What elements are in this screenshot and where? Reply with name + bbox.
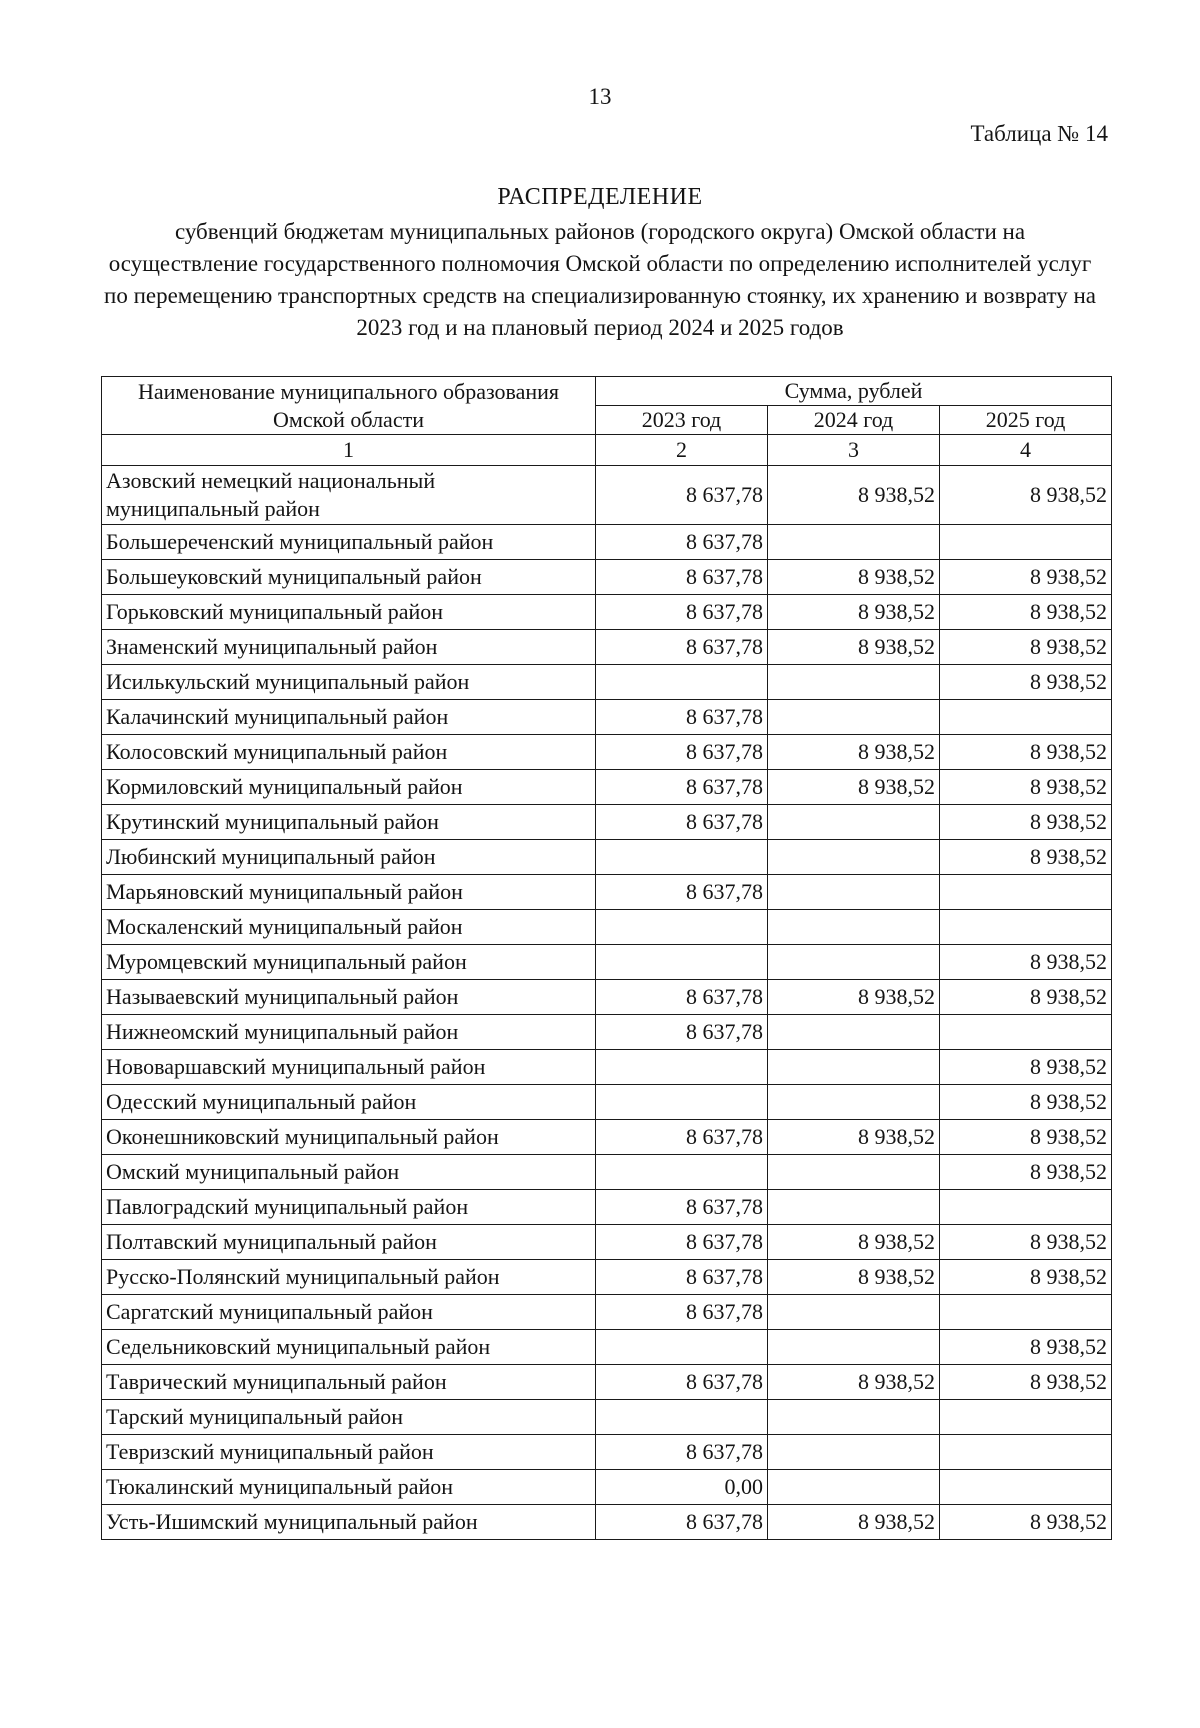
amount-2023-cell: 8 637,78 bbox=[596, 630, 768, 665]
header-year-2024: 2024 год bbox=[768, 406, 940, 435]
amount-2024-cell bbox=[768, 840, 940, 875]
table-row bbox=[102, 1050, 1112, 1085]
amount-2025-cell: 8 938,52 bbox=[940, 1225, 1112, 1260]
table-row bbox=[102, 1120, 1112, 1155]
amount-2025-cell: 8 938,52 bbox=[940, 1155, 1112, 1190]
district-name-cell: Калачинский муниципальный район bbox=[102, 700, 596, 735]
document-subtitle: субвенций бюджетам муниципальных районов (городского округа) Омской области на осуществление государственного полномочия Омской области по определению исполнителей услуг по перемещению транспортных средств на специализированную стоянку, их хранению и возврату на 2023 год и на плановый период 2024 и 2025 годов bbox=[104, 219, 1096, 340]
district-name-cell: Тарский муниципальный район bbox=[102, 1400, 596, 1435]
amount-2023-cell: 8 637,78 bbox=[596, 980, 768, 1015]
amount-2025-cell: 8 938,52 bbox=[940, 630, 1112, 665]
table-row bbox=[102, 980, 1112, 1015]
table-row bbox=[102, 595, 1112, 630]
table-row bbox=[102, 875, 1112, 910]
column-number: 3 bbox=[768, 435, 940, 466]
amount-2024-cell bbox=[768, 1295, 940, 1330]
amount-2024-cell bbox=[768, 665, 940, 700]
amount-2024-cell bbox=[768, 1190, 940, 1225]
amount-2025-cell bbox=[940, 1015, 1112, 1050]
amount-2024-cell bbox=[768, 1155, 940, 1190]
amount-2023-cell bbox=[596, 945, 768, 980]
table-row bbox=[102, 1365, 1112, 1400]
column-number: 2 bbox=[596, 435, 768, 466]
amount-2024-cell bbox=[768, 1085, 940, 1120]
page-number: 13 bbox=[588, 84, 612, 109]
amount-2024-cell bbox=[768, 910, 940, 945]
amount-2023-cell: 8 637,78 bbox=[596, 1225, 768, 1260]
district-name-cell: Тюкалинский муниципальный район bbox=[102, 1470, 596, 1505]
amount-2024-cell bbox=[768, 1435, 940, 1470]
district-name-cell: Любинский муниципальный район bbox=[102, 840, 596, 875]
table-row bbox=[102, 1295, 1112, 1330]
amount-2025-cell: 8 938,52 bbox=[940, 1050, 1112, 1085]
amount-2025-cell: 8 938,52 bbox=[940, 595, 1112, 630]
amount-2023-cell: 8 637,78 bbox=[596, 525, 768, 560]
amount-2024-cell bbox=[768, 875, 940, 910]
amount-2023-cell: 8 637,78 bbox=[596, 1295, 768, 1330]
district-name-cell: Саргатский муниципальный район bbox=[102, 1295, 596, 1330]
amount-2023-cell: 8 637,78 bbox=[596, 466, 768, 525]
district-name-cell: Одесский муниципальный район bbox=[102, 1085, 596, 1120]
column-numbers-row bbox=[102, 435, 1112, 466]
amount-2025-cell bbox=[940, 1295, 1112, 1330]
district-name-cell: Нововаршавский муниципальный район bbox=[102, 1050, 596, 1085]
table-row bbox=[102, 805, 1112, 840]
header-sum-cell: Сумма, рублей bbox=[596, 377, 1112, 406]
district-name-cell: Горьковский муниципальный район bbox=[102, 595, 596, 630]
table-row bbox=[102, 1190, 1112, 1225]
amount-2024-cell bbox=[768, 1050, 940, 1085]
header-row bbox=[102, 377, 1112, 406]
amount-2025-cell bbox=[940, 910, 1112, 945]
amount-2025-cell: 8 938,52 bbox=[940, 840, 1112, 875]
table-label: Таблица № 14 bbox=[970, 121, 1108, 146]
amount-2023-cell: 8 637,78 bbox=[596, 770, 768, 805]
district-name-cell: Муромцевский муниципальный район bbox=[102, 945, 596, 980]
amount-2025-cell bbox=[940, 700, 1112, 735]
table-row bbox=[102, 1505, 1112, 1540]
amount-2025-cell: 8 938,52 bbox=[940, 1120, 1112, 1155]
table-row bbox=[102, 770, 1112, 805]
district-name-cell: Исилькульский муниципальный район bbox=[102, 665, 596, 700]
amount-2024-cell bbox=[768, 945, 940, 980]
table-row bbox=[102, 1155, 1112, 1190]
table-row bbox=[102, 525, 1112, 560]
amount-2025-cell: 8 938,52 bbox=[940, 1365, 1112, 1400]
amount-2025-cell: 8 938,52 bbox=[940, 1330, 1112, 1365]
column-number: 1 bbox=[102, 435, 596, 466]
amount-2025-cell: 8 938,52 bbox=[940, 945, 1112, 980]
amount-2023-cell: 8 637,78 bbox=[596, 700, 768, 735]
amount-2023-cell: 8 637,78 bbox=[596, 805, 768, 840]
district-name-cell: Большеуковский муниципальный район bbox=[102, 560, 596, 595]
amount-2024-cell: 8 938,52 bbox=[768, 1505, 940, 1540]
table-body bbox=[102, 466, 1112, 1540]
amount-2025-cell bbox=[940, 525, 1112, 560]
table-row bbox=[102, 1435, 1112, 1470]
amount-2023-cell bbox=[596, 1400, 768, 1435]
amount-2024-cell bbox=[768, 1400, 940, 1435]
district-name-cell: Знаменский муниципальный район bbox=[102, 630, 596, 665]
amount-2025-cell: 8 938,52 bbox=[940, 805, 1112, 840]
amount-2024-cell bbox=[768, 1330, 940, 1365]
amount-2023-cell bbox=[596, 1050, 768, 1085]
amount-2024-cell: 8 938,52 bbox=[768, 466, 940, 525]
amount-2023-cell: 8 637,78 bbox=[596, 595, 768, 630]
amount-2024-cell bbox=[768, 700, 940, 735]
amount-2025-cell: 8 938,52 bbox=[940, 665, 1112, 700]
district-name-cell: Полтавский муниципальный район bbox=[102, 1225, 596, 1260]
amount-2024-cell bbox=[768, 805, 940, 840]
amount-2023-cell: 0,00 bbox=[596, 1470, 768, 1505]
header-year-2025: 2025 год bbox=[940, 406, 1112, 435]
amount-2023-cell: 8 637,78 bbox=[596, 1015, 768, 1050]
amount-2024-cell: 8 938,52 bbox=[768, 595, 940, 630]
district-name-cell: Большереченский муниципальный район bbox=[102, 525, 596, 560]
amount-2023-cell: 8 637,78 bbox=[596, 735, 768, 770]
amount-2023-cell bbox=[596, 910, 768, 945]
amount-2025-cell bbox=[940, 1190, 1112, 1225]
amount-2023-cell bbox=[596, 1085, 768, 1120]
table-row bbox=[102, 945, 1112, 980]
amount-2023-cell: 8 637,78 bbox=[596, 1505, 768, 1540]
amount-2025-cell: 8 938,52 bbox=[940, 1505, 1112, 1540]
amount-2025-cell bbox=[940, 1470, 1112, 1505]
amount-2024-cell bbox=[768, 1015, 940, 1050]
district-name-cell: Колосовский муниципальный район bbox=[102, 735, 596, 770]
amount-2025-cell: 8 938,52 bbox=[940, 980, 1112, 1015]
amount-2024-cell bbox=[768, 1470, 940, 1505]
district-name-cell: Марьяновский муниципальный район bbox=[102, 875, 596, 910]
amount-2023-cell: 8 637,78 bbox=[596, 1365, 768, 1400]
amount-2025-cell: 8 938,52 bbox=[940, 1260, 1112, 1295]
table-row bbox=[102, 630, 1112, 665]
table-row bbox=[102, 700, 1112, 735]
amount-2025-cell bbox=[940, 1435, 1112, 1470]
district-name-cell: Таврический муниципальный район bbox=[102, 1365, 596, 1400]
table-row bbox=[102, 466, 1112, 525]
amount-2025-cell bbox=[940, 1400, 1112, 1435]
header-year-2023: 2023 год bbox=[596, 406, 768, 435]
amount-2023-cell: 8 637,78 bbox=[596, 1260, 768, 1295]
district-name-cell: Крутинский муниципальный район bbox=[102, 805, 596, 840]
amount-2023-cell: 8 637,78 bbox=[596, 875, 768, 910]
amount-2023-cell bbox=[596, 1330, 768, 1365]
amount-2024-cell: 8 938,52 bbox=[768, 560, 940, 595]
amount-2025-cell: 8 938,52 bbox=[940, 560, 1112, 595]
distribution-table bbox=[101, 376, 1112, 1540]
district-name-cell: Азовский немецкий национальный муниципальный район bbox=[102, 466, 596, 525]
district-name-cell: Омский муниципальный район bbox=[102, 1155, 596, 1190]
amount-2025-cell: 8 938,52 bbox=[940, 466, 1112, 525]
header-name-cell: Наименование муниципального образования Омской области bbox=[102, 377, 596, 435]
district-name-cell: Седельниковский муниципальный район bbox=[102, 1330, 596, 1365]
amount-2025-cell: 8 938,52 bbox=[940, 735, 1112, 770]
table-row bbox=[102, 735, 1112, 770]
amount-2024-cell: 8 938,52 bbox=[768, 1260, 940, 1295]
amount-2023-cell: 8 637,78 bbox=[596, 1190, 768, 1225]
amount-2023-cell: 8 637,78 bbox=[596, 560, 768, 595]
table-row bbox=[102, 1470, 1112, 1505]
district-name-cell: Тевризский муниципальный район bbox=[102, 1435, 596, 1470]
amount-2023-cell bbox=[596, 840, 768, 875]
amount-2023-cell bbox=[596, 1155, 768, 1190]
district-name-cell: Усть-Ишимский муниципальный район bbox=[102, 1505, 596, 1540]
district-name-cell: Называевский муниципальный район bbox=[102, 980, 596, 1015]
district-name-cell: Кормиловский муниципальный район bbox=[102, 770, 596, 805]
amount-2024-cell: 8 938,52 bbox=[768, 1365, 940, 1400]
amount-2025-cell: 8 938,52 bbox=[940, 770, 1112, 805]
table-row bbox=[102, 910, 1112, 945]
amount-2023-cell: 8 637,78 bbox=[596, 1435, 768, 1470]
amount-2024-cell: 8 938,52 bbox=[768, 1120, 940, 1155]
table-row bbox=[102, 1400, 1112, 1435]
district-name-cell: Павлоградский муниципальный район bbox=[102, 1190, 596, 1225]
table-row bbox=[102, 1260, 1112, 1295]
district-name-cell: Русско-Полянский муниципальный район bbox=[102, 1260, 596, 1295]
table-row bbox=[102, 1330, 1112, 1365]
district-name-cell: Нижнеомский муниципальный район bbox=[102, 1015, 596, 1050]
amount-2025-cell bbox=[940, 875, 1112, 910]
table-row bbox=[102, 560, 1112, 595]
document-title: РАСПРЕДЕЛЕНИЕ bbox=[497, 184, 703, 210]
amount-2023-cell: 8 637,78 bbox=[596, 1120, 768, 1155]
amount-2024-cell: 8 938,52 bbox=[768, 1225, 940, 1260]
district-name-cell: Москаленский муниципальный район bbox=[102, 910, 596, 945]
amount-2024-cell: 8 938,52 bbox=[768, 735, 940, 770]
table-row bbox=[102, 665, 1112, 700]
amount-2024-cell: 8 938,52 bbox=[768, 770, 940, 805]
amount-2025-cell: 8 938,52 bbox=[940, 1085, 1112, 1120]
table-row bbox=[102, 840, 1112, 875]
column-number: 4 bbox=[940, 435, 1112, 466]
table-row bbox=[102, 1015, 1112, 1050]
amount-2024-cell bbox=[768, 525, 940, 560]
amount-2024-cell: 8 938,52 bbox=[768, 630, 940, 665]
table-row bbox=[102, 1225, 1112, 1260]
table-row bbox=[102, 1085, 1112, 1120]
amount-2023-cell bbox=[596, 665, 768, 700]
amount-2024-cell: 8 938,52 bbox=[768, 980, 940, 1015]
district-name-cell: Оконешниковский муниципальный район bbox=[102, 1120, 596, 1155]
